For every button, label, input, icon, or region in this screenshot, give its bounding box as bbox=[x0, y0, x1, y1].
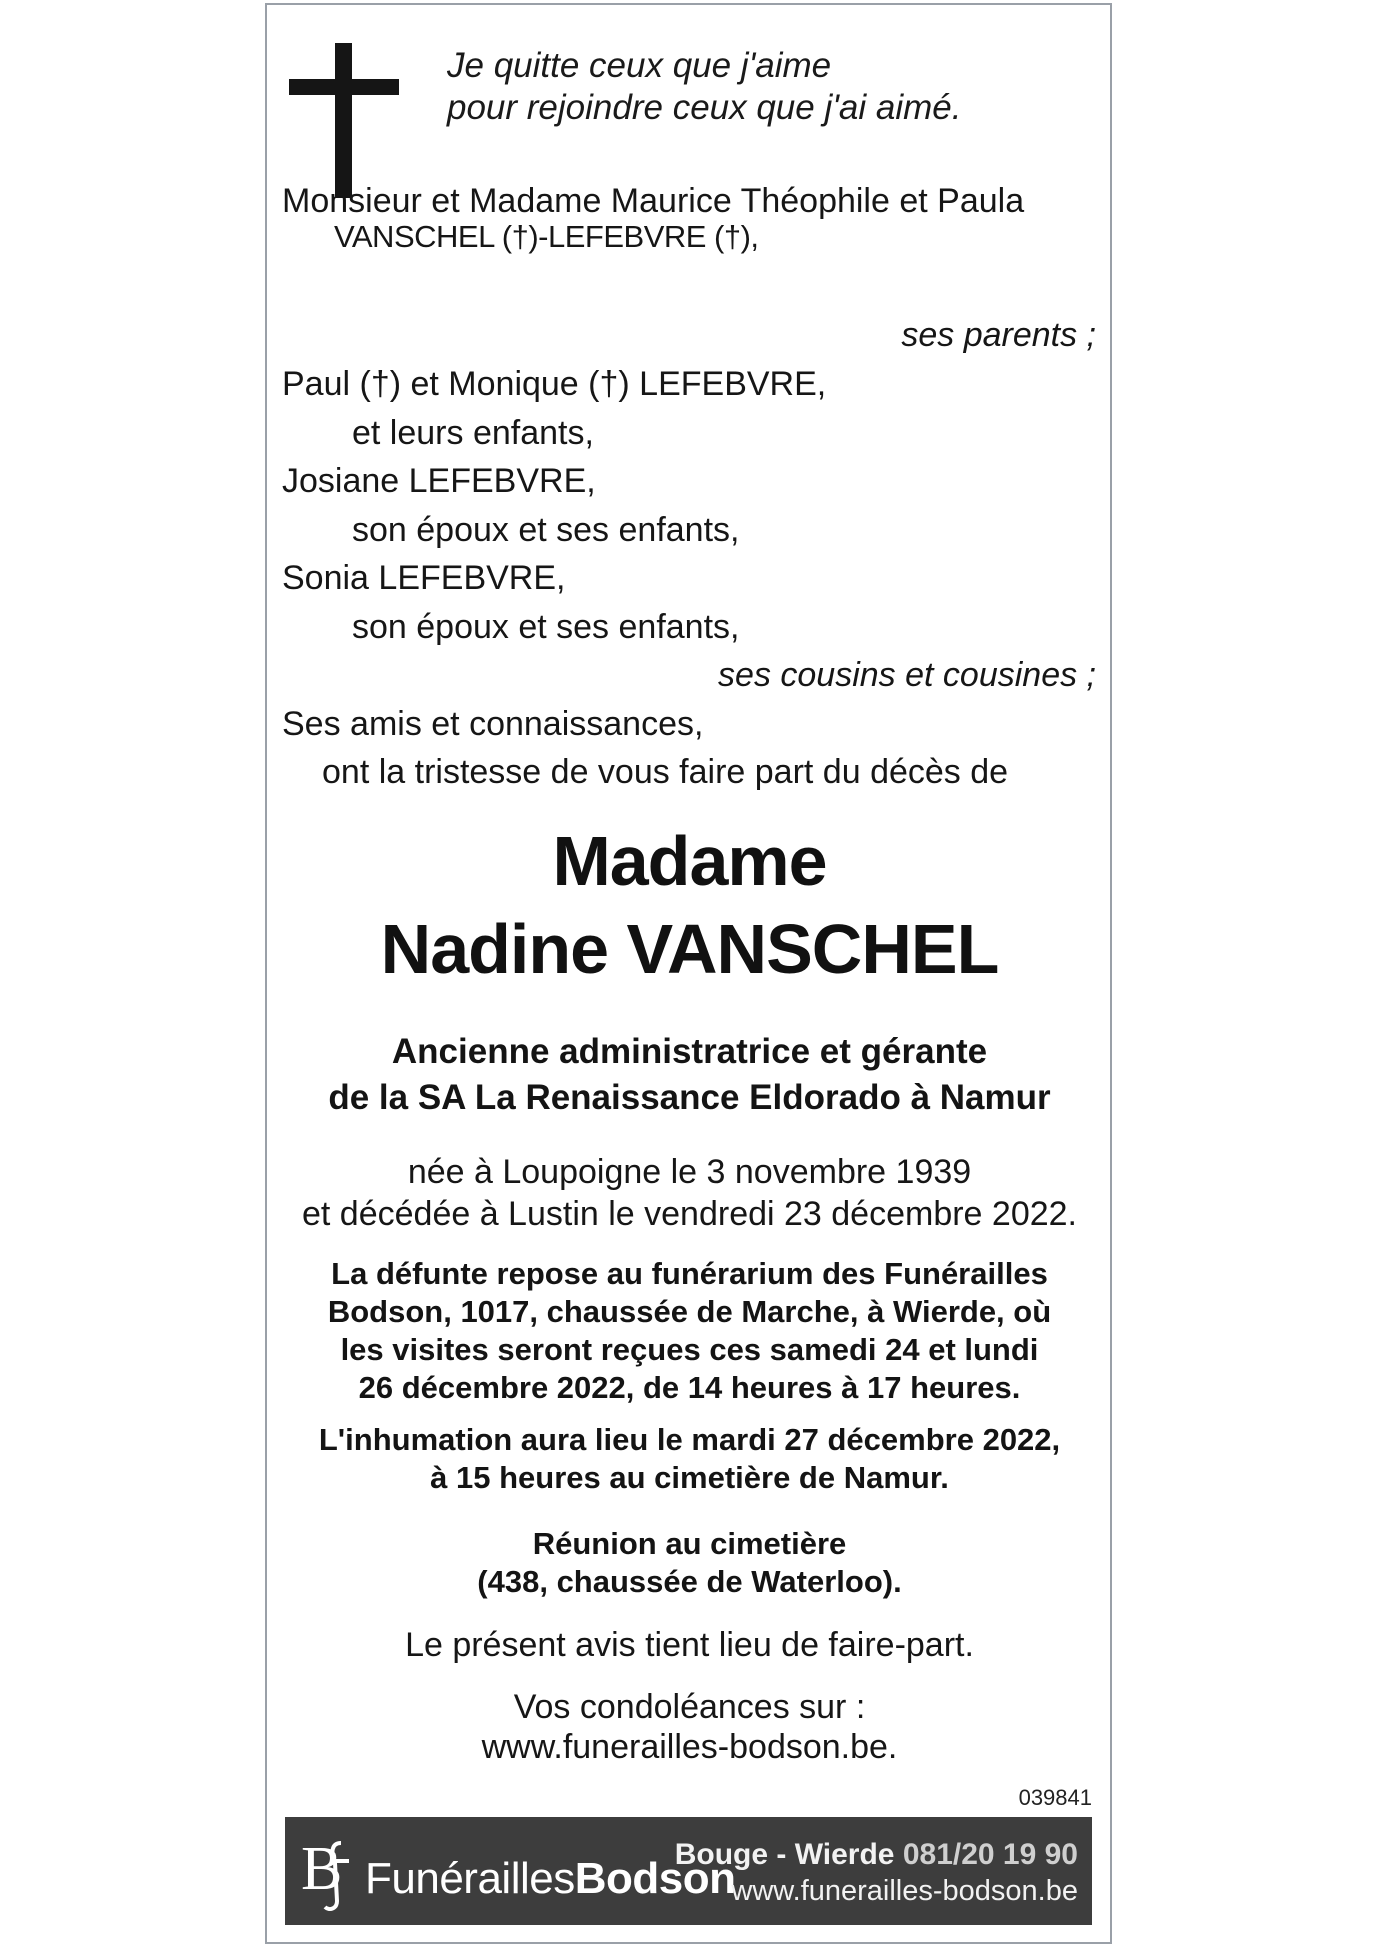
burial-line: à 15 heures au cimetière de Namur. bbox=[430, 1460, 949, 1495]
visitation-line: les visites seront reçues ces samedi 24 et lundi bbox=[340, 1332, 1039, 1367]
obituary-notice bbox=[265, 3, 1112, 1944]
visitation-line: Bodson, 1017, chaussée de Marche, à Wierde, où bbox=[327, 1294, 1052, 1329]
relative-name: Sonia LEFEBVRE, bbox=[282, 559, 566, 597]
visitation-line: La défunte repose au funérarium des Funérailles bbox=[331, 1256, 1048, 1291]
friends-line: Ses amis et connaissances, bbox=[282, 705, 704, 743]
relative-family: et leurs enfants, bbox=[352, 414, 594, 452]
burial-line: L'inhumation aura lieu le mardi 27 décembre 2022, bbox=[318, 1422, 1061, 1457]
parents-line: Monsieur et Madame Maurice Théophile et Paula bbox=[282, 182, 1025, 220]
cross-icon bbox=[289, 43, 399, 203]
epitaph-line: pour rejoindre ceux que j'ai aimé. bbox=[447, 88, 962, 127]
relative-family: son époux et ses enfants, bbox=[352, 608, 740, 646]
deceased-function: Ancienne administratrice et gérante bbox=[391, 1032, 988, 1071]
website-link[interactable]: www.funerailles-bodson.be bbox=[731, 1875, 1078, 1907]
visitation-line: 26 décembre 2022, de 14 heures à 17 heures. bbox=[358, 1370, 1021, 1405]
brand-name-part: Bodson bbox=[574, 1854, 736, 1903]
phone-number[interactable]: 081/20 19 90 bbox=[902, 1838, 1078, 1871]
bodson-logo-icon bbox=[301, 1831, 361, 1911]
contact-block bbox=[675, 1837, 1078, 1909]
meeting-line: (438, chaussée de Waterloo). bbox=[477, 1564, 902, 1599]
relative-family: son époux et ses enfants, bbox=[352, 511, 740, 549]
parents-names: VANSCHEL (†)-LEFEBVRE (†), bbox=[334, 219, 759, 254]
reference-number: 039841 bbox=[1018, 1785, 1092, 1810]
deceased-title: Madame bbox=[552, 822, 827, 900]
epitaph bbox=[447, 45, 961, 129]
condolences-url[interactable]: www.funerailles-bodson.be. bbox=[481, 1728, 898, 1766]
locations: Bouge - Wierde bbox=[674, 1838, 895, 1871]
meeting-line: Réunion au cimetière bbox=[532, 1526, 847, 1561]
announcement-line: ont la tristesse de vous faire part du décès de bbox=[322, 753, 1009, 791]
brand-name-part: Funérailles bbox=[365, 1854, 575, 1903]
condolences-line: Vos condoléances sur : bbox=[513, 1688, 866, 1726]
relative-name: Paul (†) et Monique (†) LEFEBVRE, bbox=[282, 365, 827, 403]
death-line: et décédée à Lustin le vendredi 23 décembre 2022. bbox=[302, 1195, 1077, 1233]
funeral-home-banner bbox=[285, 1817, 1092, 1925]
notice-line: Le présent avis tient lieu de faire-part. bbox=[405, 1626, 974, 1664]
cousins-role: ses cousins et cousines ; bbox=[718, 656, 1096, 694]
svg-text:B: B bbox=[301, 1835, 343, 1903]
relative-name: Josiane LEFEBVRE, bbox=[282, 462, 596, 500]
deceased-function: de la SA La Renaissance Eldorado à Namur bbox=[328, 1078, 1051, 1117]
parents-role: ses parents ; bbox=[901, 316, 1096, 354]
birth-line: née à Loupoigne le 3 novembre 1939 bbox=[407, 1153, 972, 1191]
deceased-name: Nadine VANSCHEL bbox=[380, 910, 999, 988]
epitaph-line: Je quitte ceux que j'aime bbox=[447, 46, 832, 85]
